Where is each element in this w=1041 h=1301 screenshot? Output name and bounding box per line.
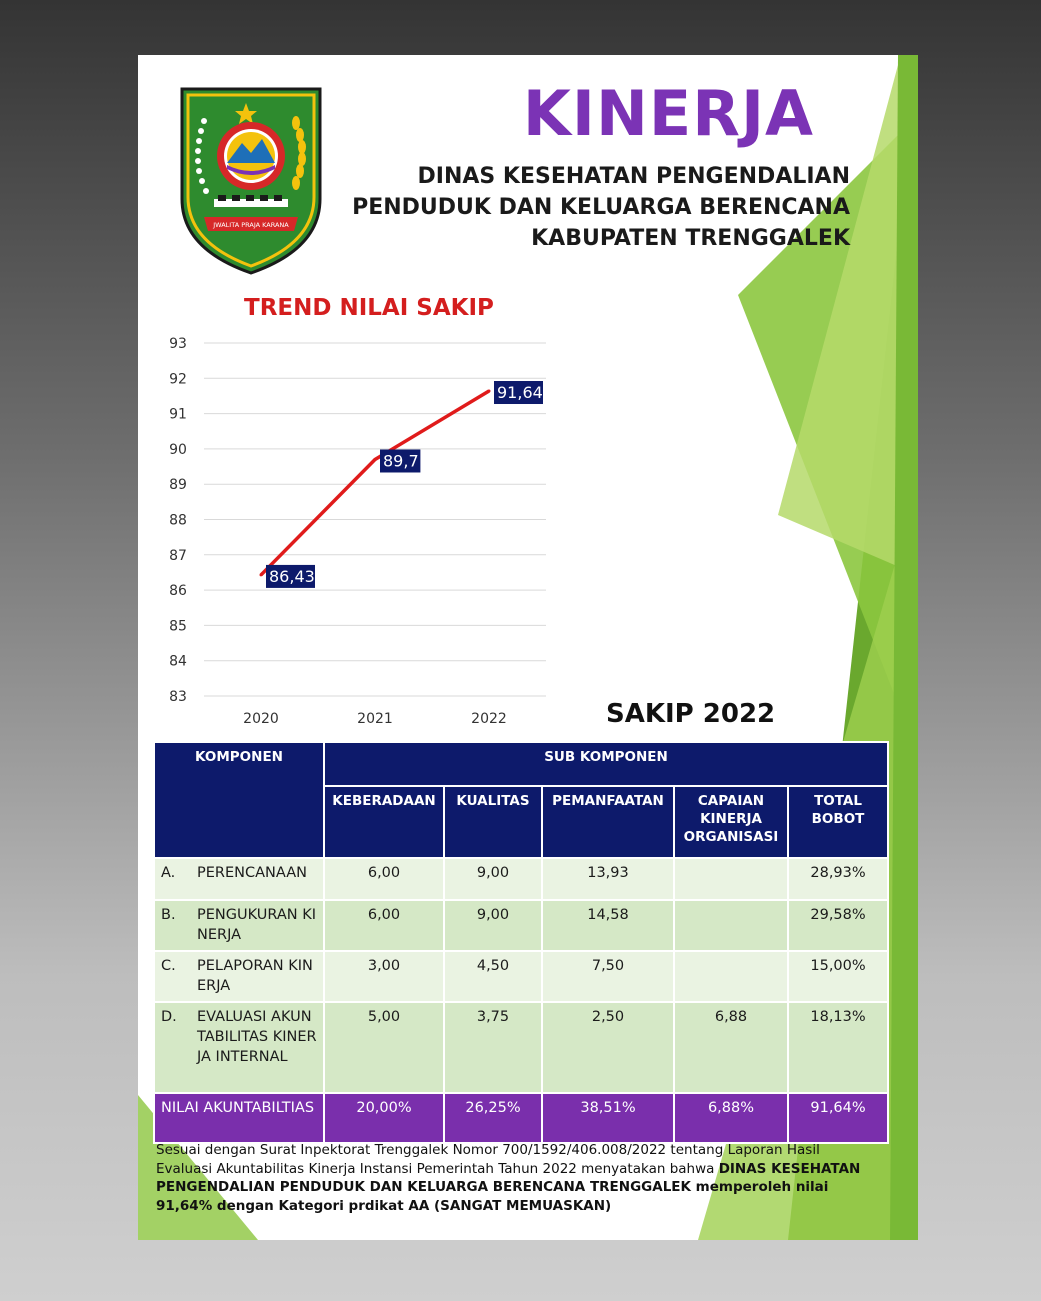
y-tick-label: 85 xyxy=(169,618,187,635)
evaluation-note xyxy=(156,1141,876,1215)
org-line-2: PENDUDUK DAN KELUARGA BERENCANA xyxy=(352,195,850,220)
y-tick-label: 87 xyxy=(169,547,187,564)
section-title: SAKIP 2022 xyxy=(606,699,776,729)
row-name: PELAPORAN KINERJA xyxy=(197,958,313,994)
total-row xyxy=(154,1093,888,1143)
cell-pemanfaatan: 14,58 xyxy=(542,900,674,951)
cell-kualitas: 4,50 xyxy=(444,951,542,1002)
x-tick-label: 2022 xyxy=(471,711,507,727)
org-line-1: DINAS KESEHATAN PENGENDALIAN xyxy=(417,164,850,189)
cell-total-bobot: 18,13% xyxy=(788,1002,888,1093)
x-tick-label: 2020 xyxy=(243,711,279,727)
trenggalek-crest-logo xyxy=(174,81,328,277)
row-letter: B. xyxy=(161,907,176,923)
cell-keberadaan: 6,00 xyxy=(324,900,444,951)
y-tick-label: 86 xyxy=(169,583,187,600)
y-tick-label: 90 xyxy=(169,441,187,458)
note-plain-text: Sesuai dengan Surat Inpektorat Trenggalek Nomor 700/1592/406.008/2022 tentang Laporan Hasil Evaluasi Akuntabilitas Kinerja Instansi Pemerintah Tahun 2022 menyatakan bahwa xyxy=(156,1142,820,1177)
cell-capaian xyxy=(674,951,788,1002)
cell-pemanfaatan: 13,93 xyxy=(542,858,674,900)
cell-total-bobot: 28,93% xyxy=(788,858,888,900)
y-tick-label: 84 xyxy=(169,653,187,670)
sakip-trend-chart xyxy=(156,327,576,737)
y-tick-label: 88 xyxy=(169,512,187,529)
header-sub-komponen: SUB KOMPONEN xyxy=(324,742,888,786)
total-kualitas: 26,25% xyxy=(444,1093,542,1143)
total-label: NILAI AKUNTABILTIAS xyxy=(154,1093,324,1143)
data-point xyxy=(260,573,263,576)
x-tick-label: 2021 xyxy=(357,711,393,727)
poster xyxy=(138,55,918,1240)
table-row xyxy=(154,900,888,951)
cell-pemanfaatan: 2,50 xyxy=(542,1002,674,1093)
header-total-bobot: TOTAL BOBOT xyxy=(788,786,888,858)
y-tick-label: 92 xyxy=(169,371,187,388)
note-bold-text: DINAS KESEHATAN PENGENDALIAN PENDUDUK DAN KELUARGA BERENCANA TRENGGALEK memperoleh nilai 91,64% dengan Kategori prdikat AA (SANGAT MEMUASKAN) xyxy=(156,1160,861,1214)
row-name: PENGUKURAN KINERJA xyxy=(197,907,316,943)
cell-keberadaan: 5,00 xyxy=(324,1002,444,1093)
series-line xyxy=(261,391,489,575)
table-row xyxy=(154,951,888,1002)
row-name: EVALUASI AKUNTABILITAS KINERJA INTERNAL xyxy=(197,1009,317,1065)
data-point xyxy=(374,458,377,461)
cell-kualitas: 9,00 xyxy=(444,900,542,951)
cell-total-bobot: 29,58% xyxy=(788,900,888,951)
cell-pemanfaatan: 7,50 xyxy=(542,951,674,1002)
y-tick-label: 93 xyxy=(169,336,187,352)
chart-title: TREND NILAI SAKIP xyxy=(244,295,494,321)
header-keberadaan: KEBERADAAN xyxy=(324,786,444,858)
org-line-3: KABUPATEN TRENGGALEK xyxy=(531,226,850,251)
header-kualitas: KUALITAS xyxy=(444,786,542,858)
row-letter: D. xyxy=(161,1009,177,1025)
y-tick-label: 89 xyxy=(169,477,187,494)
row-component xyxy=(154,858,324,900)
table-row xyxy=(154,1002,888,1093)
header-komponen: KOMPONEN xyxy=(154,742,324,858)
total-pemanfaatan: 38,51% xyxy=(542,1093,674,1143)
total-keberadaan: 20,00% xyxy=(324,1093,444,1143)
cell-capaian xyxy=(674,858,788,900)
row-letter: A. xyxy=(161,865,176,881)
cell-capaian xyxy=(674,900,788,951)
cell-total-bobot: 15,00% xyxy=(788,951,888,1002)
y-tick-label: 83 xyxy=(169,689,187,705)
crest-motto-text: JWALITA PRAJA KARANA xyxy=(213,221,289,229)
cell-kualitas: 9,00 xyxy=(444,858,542,900)
data-label: 89,7 xyxy=(383,451,419,471)
row-letter: C. xyxy=(161,958,176,974)
total-bobot: 91,64% xyxy=(788,1093,888,1143)
header-capaian-kinerja: CAPAIAN KINERJA ORGANISASI xyxy=(674,786,788,858)
header-pemanfaatan: PEMANFAATAN xyxy=(542,786,674,858)
row-component xyxy=(154,951,324,1002)
cell-keberadaan: 3,00 xyxy=(324,951,444,1002)
data-point xyxy=(488,390,491,393)
page-title: KINERJA xyxy=(522,77,814,150)
cell-keberadaan: 6,00 xyxy=(324,858,444,900)
row-name: PERENCANAAN xyxy=(197,865,307,881)
y-tick-label: 91 xyxy=(169,406,187,423)
cell-kualitas: 3,75 xyxy=(444,1002,542,1093)
row-component xyxy=(154,1002,324,1093)
table-row xyxy=(154,858,888,900)
data-label: 91,64 xyxy=(497,383,543,403)
total-capaian: 6,88% xyxy=(674,1093,788,1143)
organization-name xyxy=(352,161,850,254)
data-label: 86,43 xyxy=(269,566,315,586)
cell-capaian: 6,88 xyxy=(674,1002,788,1093)
row-component xyxy=(154,900,324,951)
sakip-table xyxy=(153,741,889,1144)
